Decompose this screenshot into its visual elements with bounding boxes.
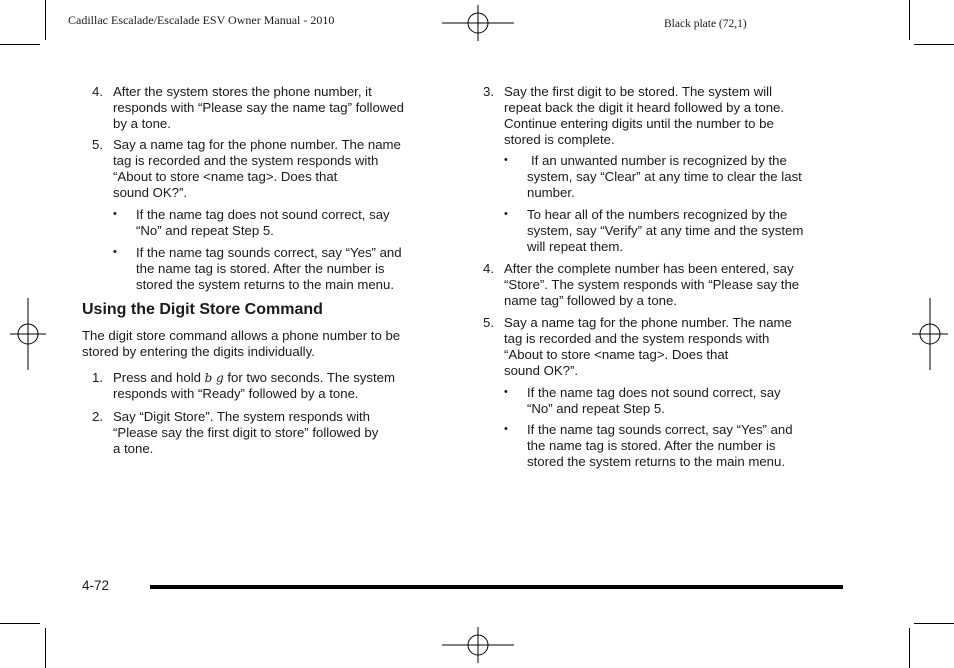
list-text bbox=[113, 370, 395, 402]
right-column bbox=[470, 0, 954, 668]
text-line: responds with “Please say the name tag” followed bbox=[113, 100, 405, 115]
bullet-text bbox=[527, 207, 803, 255]
text-line: “No” and repeat Step 5. bbox=[136, 223, 274, 238]
section-heading: Using the Digit Store Command bbox=[82, 301, 323, 318]
left-column bbox=[0, 0, 470, 668]
text-line: Say a name tag for the phone number. The name bbox=[504, 315, 792, 330]
text-line: stored is complete. bbox=[504, 132, 615, 147]
voice-icon: g bbox=[216, 371, 224, 385]
text-line: stored the system returns to the main menu. bbox=[136, 277, 395, 292]
text-line: responds with “Ready” followed by a tone. bbox=[113, 386, 359, 401]
bullet-icon: • bbox=[504, 423, 508, 435]
list-number: 5. bbox=[483, 315, 494, 330]
list-text bbox=[504, 84, 784, 148]
text-line: After the complete number has been entered, say bbox=[504, 261, 794, 276]
text-line: by a tone. bbox=[113, 116, 171, 131]
list-number: 4. bbox=[483, 261, 494, 276]
bullet-text bbox=[527, 385, 781, 417]
text-line: repeat back the digit it heard followed by a tone. bbox=[504, 100, 785, 115]
text-line: If the name tag does not sound correct, say bbox=[136, 207, 390, 222]
text-line: Say “Digit Store”. The system responds with bbox=[113, 409, 371, 424]
text-line: After the system stores the phone number, it bbox=[113, 84, 372, 99]
text-line: “No” and repeat Step 5. bbox=[527, 401, 665, 416]
text-line: “About to store <name tag>. Does that bbox=[504, 347, 729, 362]
text-line: system, say “Clear” at any time to clear the last bbox=[527, 169, 802, 184]
text-line: the name tag is stored. After the number is bbox=[136, 261, 385, 276]
text-fragment: Press and hold bbox=[113, 370, 201, 385]
bullet-icon: • bbox=[113, 208, 117, 220]
footer-rule bbox=[150, 585, 843, 589]
text-line: stored by entering the digits individually. bbox=[82, 344, 315, 359]
text-line: name tag” followed by a tone. bbox=[504, 293, 678, 308]
list-number: 4. bbox=[92, 84, 103, 99]
bullet-text bbox=[527, 422, 793, 470]
intro-paragraph bbox=[82, 328, 400, 360]
text-line: sound OK?”. bbox=[504, 363, 579, 378]
bullet-icon: • bbox=[504, 208, 508, 220]
text-line: a tone. bbox=[113, 441, 154, 456]
list-number: 3. bbox=[483, 84, 494, 99]
list-number: 5. bbox=[92, 137, 103, 152]
text-line: number. bbox=[527, 185, 575, 200]
list-text bbox=[504, 261, 799, 309]
list-text bbox=[113, 409, 378, 457]
bullet-text bbox=[136, 245, 402, 293]
bullet-icon: • bbox=[504, 386, 508, 398]
text-line: Say the first digit to be stored. The system will bbox=[504, 84, 773, 99]
text-line: Say a name tag for the phone number. The name bbox=[113, 137, 401, 152]
list-number: 2. bbox=[92, 409, 103, 424]
list-number: 1. bbox=[92, 370, 103, 385]
text-line bbox=[113, 370, 395, 386]
bullet-icon: • bbox=[504, 154, 508, 166]
text-line: will repeat them. bbox=[527, 239, 624, 254]
text-line: stored the system returns to the main menu. bbox=[527, 454, 786, 469]
text-line: “Please say the first digit to store” followed by bbox=[113, 425, 379, 440]
bullet-text bbox=[136, 207, 390, 239]
list-text bbox=[504, 315, 792, 379]
list-text bbox=[113, 84, 404, 132]
text-line: tag is recorded and the system responds with bbox=[504, 331, 770, 346]
text-line: “About to store <name tag>. Does that bbox=[113, 169, 338, 184]
bullet-text bbox=[527, 153, 802, 201]
text-line: If an unwanted number is recognized by the bbox=[531, 153, 787, 168]
page-number: 4-72 bbox=[82, 578, 110, 593]
text-line: sound OK?”. bbox=[113, 185, 188, 200]
text-line: Continue entering digits until the number to be bbox=[504, 116, 774, 131]
bullet-icon: • bbox=[113, 246, 117, 258]
manual-title: Cadillac Escalade/Escalade ESV Owner Manual - 2010 bbox=[68, 13, 335, 27]
text-line: If the name tag does not sound correct, say bbox=[527, 385, 781, 400]
list-text bbox=[113, 137, 401, 201]
text-line: To hear all of the numbers recognized by the bbox=[527, 207, 788, 222]
text-line: system, say “Verify” at any time and the system bbox=[527, 223, 804, 238]
text-line: If the name tag sounds correct, say “Yes” and bbox=[136, 245, 402, 260]
text-line: “Store”. The system responds with “Please say the bbox=[504, 277, 800, 292]
text-line: If the name tag sounds correct, say “Yes” and bbox=[527, 422, 793, 437]
text-fragment: for two seconds. The system bbox=[227, 370, 395, 385]
plate-label: Black plate (72,1) bbox=[664, 18, 747, 30]
text-line: the name tag is stored. After the number is bbox=[527, 438, 776, 453]
text-line: tag is recorded and the system responds with bbox=[113, 153, 379, 168]
phone-icon: b bbox=[204, 371, 213, 385]
text-line: The digit store command allows a phone number to be bbox=[82, 328, 401, 343]
